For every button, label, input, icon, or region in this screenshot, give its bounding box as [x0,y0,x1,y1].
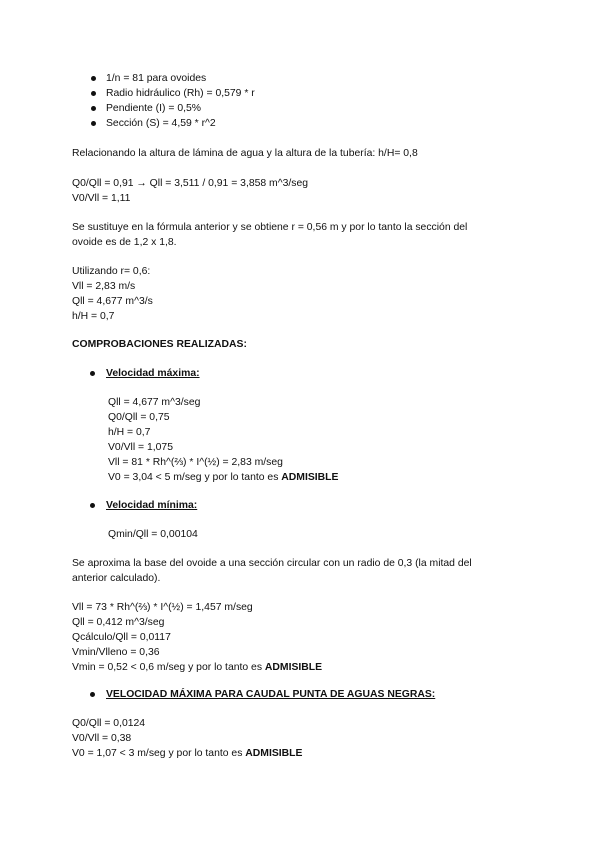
calc-line: Q0/Qll = 0,91 → Qll = 3,511 / 0,91 = 3,858 m^3/seg [72,178,309,189]
circ-line: Vmin/Vlleno = 0,36 [72,647,160,658]
bullet-dot [90,692,95,697]
circ-line: Qcálculo/Qll = 0,0117 [72,632,171,643]
result-text: V0 = 3,04 < 5 m/seg y por lo tanto es [108,472,282,483]
using-line: Qll = 4,677 m^3/s [72,296,153,307]
relation-text: Relacionando la altura de lámina de agua y la altura de la tubería: h/H= 0,8 [72,148,418,159]
intro-bullet-2: Radio hidráulico (Rh) = 0,579 * r [106,88,255,99]
peak-result [72,746,302,761]
bullet-dot [91,76,96,81]
vmax-line: Qll = 4,677 m^3/seg [108,397,201,408]
vmax-heading: Velocidad máxima: [106,368,200,379]
bullet-dot [91,91,96,96]
peak-heading: VELOCIDAD MÁXIMA PARA CAUDAL PUNTA DE AGUAS NEGRAS: [106,689,436,700]
bullet-dot [90,503,95,508]
calc-line: V0/Vll = 1,11 [72,193,131,204]
vmax-line: h/H = 0,7 [108,427,151,438]
paragraph-line: Se aproxima la base del ovoide a una sección circular con un radio de 0,3 (la mitad del [72,558,472,569]
result-text: V0 = 1,07 < 3 m/seg y por lo tanto es [72,748,246,759]
intro-bullet-1: 1/n = 81 para ovoides [106,73,207,84]
vmax-line: Q0/Qll = 0,75 [108,412,170,423]
intro-bullet-4: Sección (S) = 4,59 * r^2 [106,118,216,129]
paragraph-line: ovoide es de 1,2 x 1,8. [72,237,177,248]
paragraph-line: anterior calculado). [72,573,161,584]
bullet-dot [91,121,96,126]
bullet-dot [91,106,96,111]
verdict: ADMISIBLE [281,472,339,483]
vmax-result [108,470,338,485]
using-line: Utilizando r= 0,6: [72,266,151,277]
vmin-heading: Velocidad mínima: [106,500,198,511]
peak-line: Q0/Qll = 0,0124 [72,718,146,729]
using-line: Vll = 2,83 m/s [72,281,136,292]
intro-bullet-3: Pendiente (I) = 0,5% [106,103,202,114]
checks-title: COMPROBACIONES REALIZADAS: [72,339,247,350]
circ-line: Qll = 0,412 m^3/seg [72,617,165,628]
verdict: ADMISIBLE [245,748,303,759]
vmin-line: Qmin/Qll = 0,00104 [108,529,198,540]
vmax-line: V0/Vll = 1,075 [108,442,173,453]
using-line: h/H = 0,7 [72,311,115,322]
paragraph-line: Se sustituye en la fórmula anterior y se obtiene r = 0,56 m y por lo tanto la sección del [72,222,468,233]
peak-line: V0/Vll = 0,38 [72,733,132,744]
bullet-dot [90,371,95,376]
result-text: Vmin = 0,52 < 0,6 m/seg y por lo tanto es [72,662,265,673]
vmin-result [72,660,322,675]
vmax-line: Vll = 81 * Rh^(⅔) * I^(½) = 2,83 m/seg [108,457,283,468]
circ-line: Vll = 73 * Rh^(⅔) * I^(½) = 1,457 m/seg [72,602,253,613]
verdict: ADMISIBLE [264,662,323,673]
